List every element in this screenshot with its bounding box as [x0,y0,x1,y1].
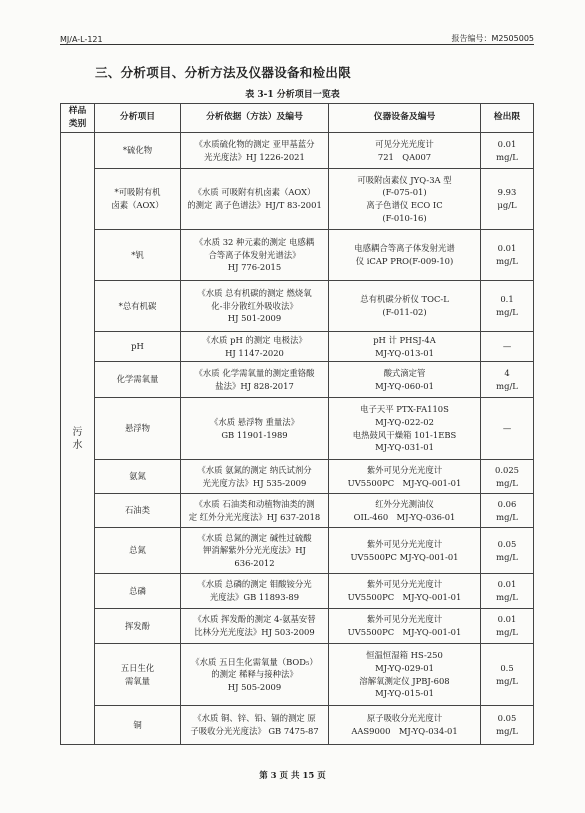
detection-limit [481,230,534,281]
analysis-item-line: 石油类 [124,505,151,516]
instrument [329,169,481,230]
method-standard-line: 《水质 总有机碳的测定 燃烧氧 [197,288,312,299]
method-standard [181,574,329,609]
analysis-item-line: 卤素（AOX） [111,200,164,210]
analysis-item-line: 五日生化 [120,662,155,673]
method-standard-line: 《水质硫化物的测定 亚甲基蓝分 [194,138,315,149]
analysis-item-line: *硫化物 [122,145,153,156]
method-standard [181,460,329,494]
instrument-line: MJ-YQ-022-02 [375,416,434,427]
detection-limit [481,133,534,169]
instrument [329,609,481,644]
method-standard-line: 的测定 稀释与接种法》 [211,669,298,680]
method-standard-line: 《水质 五日生化需氧量（BOD₅） [191,656,318,667]
instrument-line: 721 QA007 [377,151,432,162]
analysis-item [95,398,181,460]
instrument-line: UV5500PC MJ-YQ-001-01 [350,551,459,562]
detection-limit-line: mg/L [496,256,518,266]
analysis-item [95,644,181,706]
instrument [329,528,481,574]
detection-limit [481,362,534,398]
instrument-line: MJ-YQ-029-01 [375,662,434,673]
detection-limit-line: 0.01 [497,243,517,254]
method-standard-line: 钾消解紫外分光光度法》HJ [203,545,306,556]
instrument-line: 电热鼓风干燥箱 101-1EBS [352,429,457,440]
instrument [329,230,481,281]
method-standard [181,644,329,706]
analysis-item [95,281,181,332]
detection-limit-line: mg/L [496,307,518,317]
detection-limit-line: 0.06 [497,498,517,509]
method-standard [181,706,329,745]
method-standard-line: 《水质 pH 的测定 电极法》 [202,334,307,345]
detection-limit-line: mg/L [496,151,518,162]
table-row [61,494,534,528]
table-row [61,169,534,230]
method-standard-line: 定 红外分光光度法》HJ 637-2018 [188,511,321,522]
detection-limit-line: mg/L [496,726,518,736]
analysis-item [95,528,181,574]
table-row [61,706,534,745]
instrument-line: 电子天平 PTX-FA110S [360,404,449,415]
analysis-item [95,230,181,281]
detection-limit-line: 0.025 [495,464,519,475]
instrument-line: UV5500PC MJ-YQ-001-01 [347,627,462,637]
method-standard-line: HJ 1147-2020 [225,347,284,358]
instrument [329,362,481,398]
page-header [60,28,534,44]
header-standard: 分析依据（方法）及编号 [181,104,329,133]
table-row [61,281,534,332]
table-row [61,362,534,398]
instrument-line: MJ-YQ-031-01 [375,442,434,453]
analysis-item [95,169,181,230]
instrument [329,706,481,745]
instrument-line: 可见分光光度计 [375,138,434,149]
method-standard [181,133,329,169]
instrument-line: 紫外可见分光光度计 [366,614,443,625]
analysis-item [95,332,181,362]
header-limit: 检出限 [481,104,534,133]
instrument-line: pH 计 PHSJ-4A [373,334,436,345]
method-standard-line: 比林分光光度法》HJ 503-2009 [194,627,315,637]
instrument [329,460,481,494]
instrument-line: 酸式滴定管 [383,367,426,378]
detection-limit [481,609,534,644]
method-standard-line: 《水质 挥发酚的测定 4-氨基安替 [193,614,316,625]
method-standard [181,609,329,644]
detection-limit [481,644,534,706]
detection-limit [481,332,534,362]
method-standard-line: 光度法》GB 11893-89 [209,592,300,602]
detection-limit [481,281,534,332]
instrument [329,332,481,362]
method-standard-line: 的测定 离子色谱法》HJ/T 83-2001 [187,200,322,210]
analysis-item-line: 挥发酚 [124,620,151,631]
instrument-line: 总有机碳分析仪 TOC-L [360,294,449,305]
table-row [61,332,534,362]
detection-limit-line: mg/L [496,592,518,602]
detection-limit-line: 9.93 [497,187,517,198]
instrument-line: 溶解氧测定仪 JPBJ-608 [359,675,450,686]
method-standard-line: 《水质 可吸附有机卤素（AOX） [193,187,316,198]
header-rule [60,44,534,45]
analysis-item [95,460,181,494]
analysis-item [95,609,181,644]
method-standard-line: 光光度方法》HJ 535-2009 [202,477,307,488]
analysis-item [95,133,181,169]
analysis-item-line: *总有机碳 [118,300,157,311]
analysis-item [95,362,181,398]
method-standard-line: 化-非分散红外吸收法》 [211,300,298,311]
detection-limit-line: 0.05 [497,713,517,724]
instrument-line: (F-011-02) [382,307,427,317]
analysis-item-line: 需氧量 [124,675,151,686]
instrument [329,281,481,332]
method-standard-line: 《水质 氨氮的测定 纳氏试剂分 [197,464,312,475]
analysis-item [95,494,181,528]
instrument-line: (F-075-01) [382,187,427,198]
detection-limit-line: μg/L [497,200,517,210]
table-row [61,528,534,574]
method-standard-line: 盐法》HJ 828-2017 [215,380,294,391]
detection-limit [481,706,534,745]
method-standard-line: 《水质 悬浮物 重量法》 [209,416,300,427]
detection-limit-line: mg/L [496,675,518,686]
method-standard-line: 《水质 总磷的测定 钼酸铵分光 [197,579,312,590]
report-number: 报告编号：M2505005 [451,34,534,43]
instrument [329,133,481,169]
instrument-line: 紫外可见分光光度计 [366,464,443,475]
method-standard [181,362,329,398]
table-caption: 表 3-1 分析项目一览表 [245,90,340,100]
detection-limit-line: mg/L [496,551,518,562]
table-row [61,609,534,644]
table-row [61,574,534,609]
detection-limit-line: 0.05 [497,538,517,549]
analysis-item-line: 氨氮 [129,471,146,482]
instrument [329,398,481,460]
method-standard [181,281,329,332]
analysis-item-line: pH [131,341,144,352]
method-standard-line: HJ 776-2015 [227,262,282,273]
instrument-line: 紫外可见分光光度计 [366,579,443,590]
method-standard-line: 636-2012 [234,557,275,568]
section-title: 三、分析项目、分析方法及仪器设备和检出限 [95,65,352,80]
detection-limit [481,494,534,528]
table-row [61,644,534,706]
method-standard-line: GB 11901-1989 [221,429,288,440]
analysis-item-line: 总磷 [129,585,146,596]
detection-limit-line: mg/L [496,477,518,488]
detection-limit-line: 4 [504,367,510,378]
instrument-line: OIL-460 MJ-YQ-036-01 [353,511,456,522]
detection-limit [481,169,534,230]
detection-limit-line: mg/L [496,511,518,522]
table-row [61,460,534,494]
instrument-line: AAS9000 MJ-YQ-034-01 [351,726,458,736]
detection-limit-line: 0.5 [500,662,514,673]
method-standard-line: 《水质 总氮的测定 碱性过硫酸 [197,532,312,543]
table-row [61,230,534,281]
doc-code: MJ/A-L-121 [60,35,103,44]
detection-limit-line: mg/L [496,627,518,637]
header-item: 分析项目 [95,104,181,133]
method-standard [181,230,329,281]
method-standard-line: 《水质 化学需氧量的测定重铬酸 [194,367,315,378]
instrument-line: UV5500PC MJ-YQ-001-01 [347,477,462,488]
instrument-line: (F-010-16) [382,212,427,223]
method-standard-line: 《水质 32 种元素的测定 电感耦 [194,237,315,248]
table-header-row [61,104,534,133]
detection-limit-line: 0.01 [497,614,517,625]
header-instrument: 仪器设备及编号 [329,104,481,133]
detection-limit-line: mg/L [496,380,518,391]
detection-limit-line: — [502,423,512,434]
analysis-item [95,574,181,609]
analysis-table [60,103,534,745]
analysis-item [95,706,181,745]
method-standard [181,528,329,574]
analysis-item-line: 悬浮物 [124,423,151,434]
instrument-line: 仪 iCAP PRO(F-009-10) [355,256,454,266]
instrument-line: 原子吸收分光光度计 [366,713,443,724]
method-standard-line: 合等离子体发射光谱法》 [208,249,301,260]
analysis-item-line: 铜 [133,719,142,730]
method-standard-line: 《水质 石油类和动植物油类的测 [194,498,315,509]
table-row [61,133,534,169]
instrument-line: 离子色谱仪 ECO IC [366,200,443,210]
page-footer: 第 3 页 共 15 页 [259,771,326,781]
method-standard-line: 子吸收分光光度法》 GB 7475-87 [190,726,319,736]
instrument-line: MJ-YQ-015-01 [375,688,434,699]
instrument [329,644,481,706]
detection-limit [481,398,534,460]
method-standard-line: 光光度法》HJ 1226-2021 [204,151,305,162]
detection-limit-line: — [502,341,512,352]
method-standard [181,398,329,460]
method-standard-line: 《水质 铜、锌、铅、镉的测定 原 [193,713,316,724]
detection-limit-line: 0.01 [497,579,517,590]
instrument-line: 可吸附卤素仪 JYQ-3A 型 [357,174,452,185]
method-standard [181,494,329,528]
instrument-line: MJ-YQ-013-01 [375,347,434,358]
sample-category: 污 水 [61,133,95,745]
method-standard [181,332,329,362]
detection-limit [481,528,534,574]
instrument-line: 电感耦合等离子体发射光谱 [354,243,455,254]
instrument-line: MJ-YQ-060-01 [375,380,434,391]
detection-limit-line: 0.1 [500,294,514,305]
instrument-line: 红外分光测油仪 [375,498,434,509]
instrument-line: 紫外可见分光光度计 [366,538,443,549]
instrument-line: UV5500PC MJ-YQ-001-01 [347,592,462,602]
table-row [61,398,534,460]
analysis-item-line: 化学需氧量 [116,374,159,385]
method-standard-line: HJ 501-2009 [227,313,282,324]
method-standard-line: HJ 505-2009 [227,681,282,692]
instrument-line: 恒温恒湿箱 HS-250 [366,650,443,661]
analysis-item-line: *钒 [131,249,144,260]
method-standard [181,169,329,230]
instrument [329,494,481,528]
detection-limit [481,460,534,494]
detection-limit-line: 0.01 [497,138,517,149]
analysis-item-line: 总氮 [129,545,146,556]
header-sample-type: 样品 类别 [61,104,95,133]
detection-limit [481,574,534,609]
analysis-item-line: *可吸附有机 [114,187,161,198]
instrument [329,574,481,609]
